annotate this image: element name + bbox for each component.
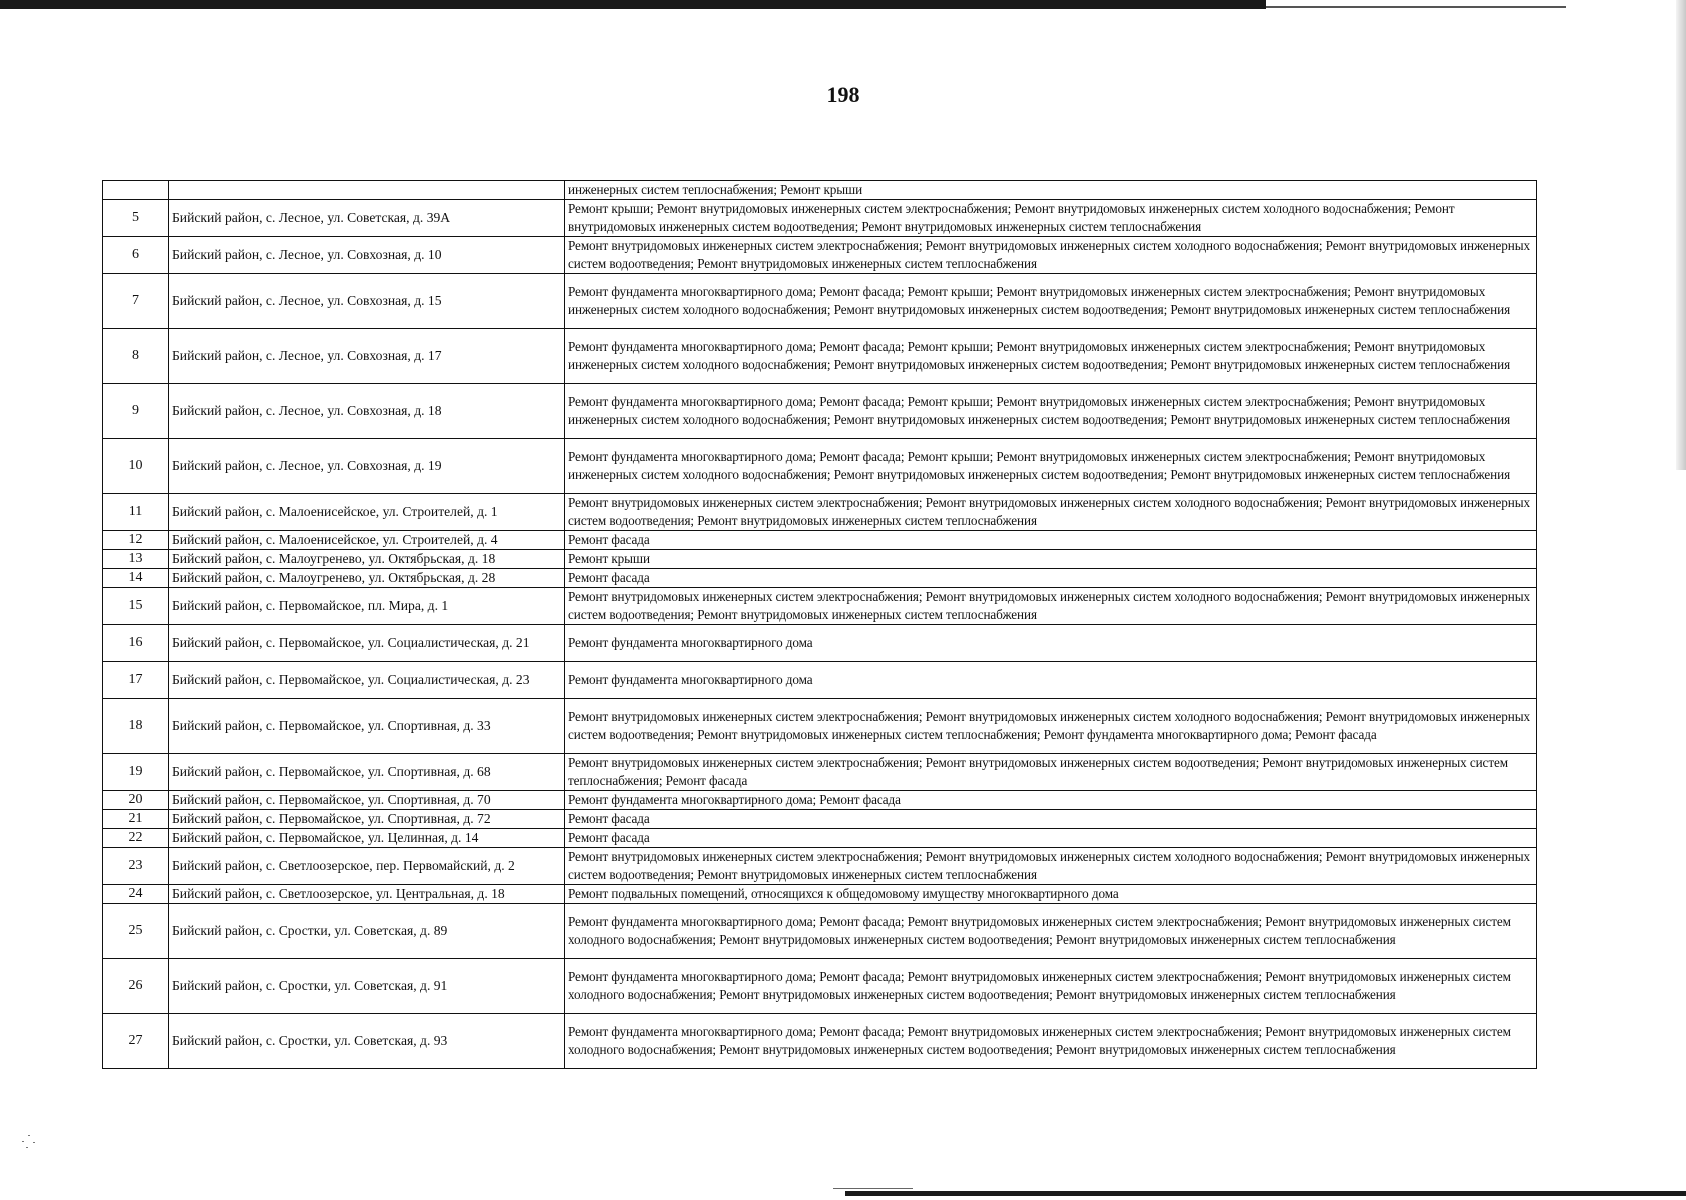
address-cell: Бийский район, с. Малоенисейское, ул. Строителей, д. 1 bbox=[169, 494, 565, 531]
table-row bbox=[103, 384, 1537, 439]
scan-noise-dots bbox=[20, 1135, 40, 1151]
row-number-cell: 15 bbox=[103, 588, 169, 625]
scan-bottom-border-thin bbox=[833, 1188, 913, 1189]
address-cell: Бийский район, с. Светлоозерское, ул. Центральная, д. 18 bbox=[169, 885, 565, 904]
row-number-cell: 26 bbox=[103, 959, 169, 1014]
works-cell: Ремонт внутридомовых инженерных систем электроснабжения; Ремонт внутридомовых инженерных систем холодного водоснабжения; Ремонт внутридомовых инженерных систем водоотведения; Ремонт внутридомовых инженерных систем теплоснабжения bbox=[565, 848, 1537, 885]
address-cell: Бийский район, с. Лесное, ул. Совхозная, д. 15 bbox=[169, 274, 565, 329]
address-cell: Бийский район, с. Малоугренево, ул. Октябрьская, д. 18 bbox=[169, 550, 565, 569]
works-cell: Ремонт фундамента многоквартирного дома bbox=[565, 662, 1537, 699]
table-row bbox=[103, 550, 1537, 569]
table-body bbox=[103, 181, 1537, 1069]
address-cell: Бийский район, с. Сростки, ул. Советская, д. 93 bbox=[169, 1014, 565, 1069]
row-number-cell: 10 bbox=[103, 439, 169, 494]
table-row bbox=[103, 810, 1537, 829]
table-row bbox=[103, 662, 1537, 699]
address-cell: Бийский район, с. Первомайское, ул. Целинная, д. 14 bbox=[169, 829, 565, 848]
works-cell: Ремонт подвальных помещений, относящихся к общедомовому имуществу многоквартирного дома bbox=[565, 885, 1537, 904]
row-number-cell bbox=[103, 181, 169, 200]
row-number-cell: 7 bbox=[103, 274, 169, 329]
works-cell: Ремонт фундамента многоквартирного дома; Ремонт фасада; Ремонт крыши; Ремонт внутридомовых инженерных систем электроснабжения; Ремонт внутридомовых инженерных систем холодного водоснабжения; Ремонт внутридомовых инженерных систем водоотведения; Ремонт внутридомовых инженерных систем теплоснабжения bbox=[565, 439, 1537, 494]
table-row bbox=[103, 848, 1537, 885]
works-cell: Ремонт фасада bbox=[565, 829, 1537, 848]
works-cell: Ремонт фундамента многоквартирного дома bbox=[565, 625, 1537, 662]
address-cell: Бийский район, с. Первомайское, ул. Спортивная, д. 33 bbox=[169, 699, 565, 754]
address-cell: Бийский район, с. Сростки, ул. Советская, д. 89 bbox=[169, 904, 565, 959]
table-row bbox=[103, 829, 1537, 848]
table-row bbox=[103, 1014, 1537, 1069]
row-number-cell: 23 bbox=[103, 848, 169, 885]
address-cell: Бийский район, с. Первомайское, пл. Мира, д. 1 bbox=[169, 588, 565, 625]
row-number-cell: 8 bbox=[103, 329, 169, 384]
table-row bbox=[103, 625, 1537, 662]
works-cell: Ремонт крыши bbox=[565, 550, 1537, 569]
works-cell: Ремонт внутридомовых инженерных систем электроснабжения; Ремонт внутридомовых инженерных систем холодного водоснабжения; Ремонт внутридомовых инженерных систем водоотведения; Ремонт внутридомовых инженерных систем теплоснабжения bbox=[565, 494, 1537, 531]
address-cell: Бийский район, с. Лесное, ул. Совхозная, д. 19 bbox=[169, 439, 565, 494]
row-number-cell: 14 bbox=[103, 569, 169, 588]
row-number-cell: 27 bbox=[103, 1014, 169, 1069]
works-cell: Ремонт внутридомовых инженерных систем электроснабжения; Ремонт внутридомовых инженерных систем холодного водоснабжения; Ремонт внутридомовых инженерных систем водоотведения; Ремонт внутридомовых инженерных систем теплоснабжения bbox=[565, 237, 1537, 274]
page-number: 198 bbox=[826, 82, 860, 107]
address-cell: Бийский район, с. Первомайское, ул. Социалистическая, д. 23 bbox=[169, 662, 565, 699]
table-row bbox=[103, 959, 1537, 1014]
row-number-cell: 6 bbox=[103, 237, 169, 274]
address-cell: Бийский район, с. Первомайское, ул. Социалистическая, д. 21 bbox=[169, 625, 565, 662]
works-cell: Ремонт внутридомовых инженерных систем электроснабжения; Ремонт внутридомовых инженерных систем холодного водоснабжения; Ремонт внутридомовых инженерных систем водоотведения; Ремонт внутридомовых инженерных систем теплоснабжения bbox=[565, 588, 1537, 625]
address-cell: Бийский район, с. Первомайское, ул. Спортивная, д. 68 bbox=[169, 754, 565, 791]
address-cell: Бийский район, с. Первомайское, ул. Спортивная, д. 70 bbox=[169, 791, 565, 810]
row-number-cell: 20 bbox=[103, 791, 169, 810]
address-cell: Бийский район, с. Светлоозерское, пер. Первомайский, д. 2 bbox=[169, 848, 565, 885]
row-number-cell: 22 bbox=[103, 829, 169, 848]
table-row bbox=[103, 200, 1537, 237]
address-cell: Бийский район, с. Лесное, ул. Совхозная, д. 17 bbox=[169, 329, 565, 384]
address-cell: Бийский район, с. Сростки, ул. Советская, д. 91 bbox=[169, 959, 565, 1014]
works-cell: Ремонт фасада bbox=[565, 569, 1537, 588]
row-number-cell: 24 bbox=[103, 885, 169, 904]
table-row bbox=[103, 237, 1537, 274]
address-cell bbox=[169, 181, 565, 200]
works-cell: Ремонт фасада bbox=[565, 810, 1537, 829]
table-row bbox=[103, 754, 1537, 791]
scan-right-edge-shadow bbox=[1676, 0, 1686, 470]
works-cell: Ремонт фундамента многоквартирного дома; Ремонт фасада; Ремонт крыши; Ремонт внутридомовых инженерных систем электроснабжения; Ремонт внутридомовых инженерных систем холодного водоснабжения; Ремонт внутридомовых инженерных систем водоотведения; Ремонт внутридомовых инженерных систем теплоснабжения bbox=[565, 274, 1537, 329]
table-row bbox=[103, 531, 1537, 550]
address-cell: Бийский район, с. Лесное, ул. Совхозная, д. 10 bbox=[169, 237, 565, 274]
row-number-cell: 16 bbox=[103, 625, 169, 662]
works-cell: Ремонт фундамента многоквартирного дома; Ремонт фасада; Ремонт внутридомовых инженерных систем электроснабжения; Ремонт внутридомовых инженерных систем холодного водоснабжения; Ремонт внутридомовых инженерных систем водоотведения; Ремонт внутридомовых инженерных систем теплоснабжения bbox=[565, 904, 1537, 959]
address-cell: Бийский район, с. Малоугренево, ул. Октябрьская, д. 28 bbox=[169, 569, 565, 588]
address-cell: Бийский район, с. Первомайское, ул. Спортивная, д. 72 bbox=[169, 810, 565, 829]
table-row bbox=[103, 569, 1537, 588]
table-row bbox=[103, 494, 1537, 531]
table-row bbox=[103, 274, 1537, 329]
row-number-cell: 12 bbox=[103, 531, 169, 550]
table-row-continuation bbox=[103, 181, 1537, 200]
works-cell: Ремонт фундамента многоквартирного дома; Ремонт фасада bbox=[565, 791, 1537, 810]
scan-top-border-thin bbox=[1266, 6, 1566, 8]
works-cell: Ремонт фундамента многоквартирного дома; Ремонт фасада; Ремонт внутридомовых инженерных систем электроснабжения; Ремонт внутридомовых инженерных систем холодного водоснабжения; Ремонт внутридомовых инженерных систем водоотведения; Ремонт внутридомовых инженерных систем теплоснабжения bbox=[565, 1014, 1537, 1069]
address-cell: Бийский район, с. Лесное, ул. Совхозная, д. 18 bbox=[169, 384, 565, 439]
works-cell: Ремонт крыши; Ремонт внутридомовых инженерных систем электроснабжения; Ремонт внутридомовых инженерных систем холодного водоснабжения; Ремонт внутридомовых инженерных систем водоотведения; Ремонт внутридомовых инженерных систем теплоснабжения bbox=[565, 200, 1537, 237]
table-row bbox=[103, 699, 1537, 754]
scan-bottom-border bbox=[845, 1191, 1686, 1196]
address-cell: Бийский район, с. Малоенисейское, ул. Строителей, д. 4 bbox=[169, 531, 565, 550]
table-row bbox=[103, 329, 1537, 384]
row-number-cell: 11 bbox=[103, 494, 169, 531]
table-row bbox=[103, 904, 1537, 959]
works-cell: Ремонт внутридомовых инженерных систем электроснабжения; Ремонт внутридомовых инженерных систем водоотведения; Ремонт внутридомовых инженерных систем теплоснабжения; Ремонт фасада bbox=[565, 754, 1537, 791]
repair-works-table bbox=[102, 180, 1537, 1069]
scan-top-border bbox=[0, 0, 1266, 9]
table-row bbox=[103, 885, 1537, 904]
row-number-cell: 5 bbox=[103, 200, 169, 237]
works-cell: Ремонт фундамента многоквартирного дома; Ремонт фасада; Ремонт крыши; Ремонт внутридомовых инженерных систем электроснабжения; Ремонт внутридомовых инженерных систем холодного водоснабжения; Ремонт внутридомовых инженерных систем водоотведения; Ремонт внутридомовых инженерных систем теплоснабжения bbox=[565, 329, 1537, 384]
row-number-cell: 9 bbox=[103, 384, 169, 439]
works-cell: Ремонт фундамента многоквартирного дома; Ремонт фасада; Ремонт крыши; Ремонт внутридомовых инженерных систем электроснабжения; Ремонт внутридомовых инженерных систем холодного водоснабжения; Ремонт внутридомовых инженерных систем водоотведения; Ремонт внутридомовых инженерных систем теплоснабжения bbox=[565, 384, 1537, 439]
row-number-cell: 13 bbox=[103, 550, 169, 569]
works-cell: Ремонт внутридомовых инженерных систем электроснабжения; Ремонт внутридомовых инженерных систем холодного водоснабжения; Ремонт внутридомовых инженерных систем водоотведения; Ремонт внутридомовых инженерных систем теплоснабжения; Ремонт фундамента многоквартирного дома; Ремонт фасада bbox=[565, 699, 1537, 754]
table-row bbox=[103, 439, 1537, 494]
table-row bbox=[103, 588, 1537, 625]
table-row bbox=[103, 791, 1537, 810]
works-cell: Ремонт фасада bbox=[565, 531, 1537, 550]
row-number-cell: 19 bbox=[103, 754, 169, 791]
works-cell: Ремонт фундамента многоквартирного дома; Ремонт фасада; Ремонт внутридомовых инженерных систем электроснабжения; Ремонт внутридомовых инженерных систем холодного водоснабжения; Ремонт внутридомовых инженерных систем водоотведения; Ремонт внутридомовых инженерных систем теплоснабжения bbox=[565, 959, 1537, 1014]
row-number-cell: 18 bbox=[103, 699, 169, 754]
row-number-cell: 17 bbox=[103, 662, 169, 699]
row-number-cell: 21 bbox=[103, 810, 169, 829]
works-cell: инженерных систем теплоснабжения; Ремонт крыши bbox=[565, 181, 1537, 200]
row-number-cell: 25 bbox=[103, 904, 169, 959]
address-cell: Бийский район, с. Лесное, ул. Советская, д. 39А bbox=[169, 200, 565, 237]
